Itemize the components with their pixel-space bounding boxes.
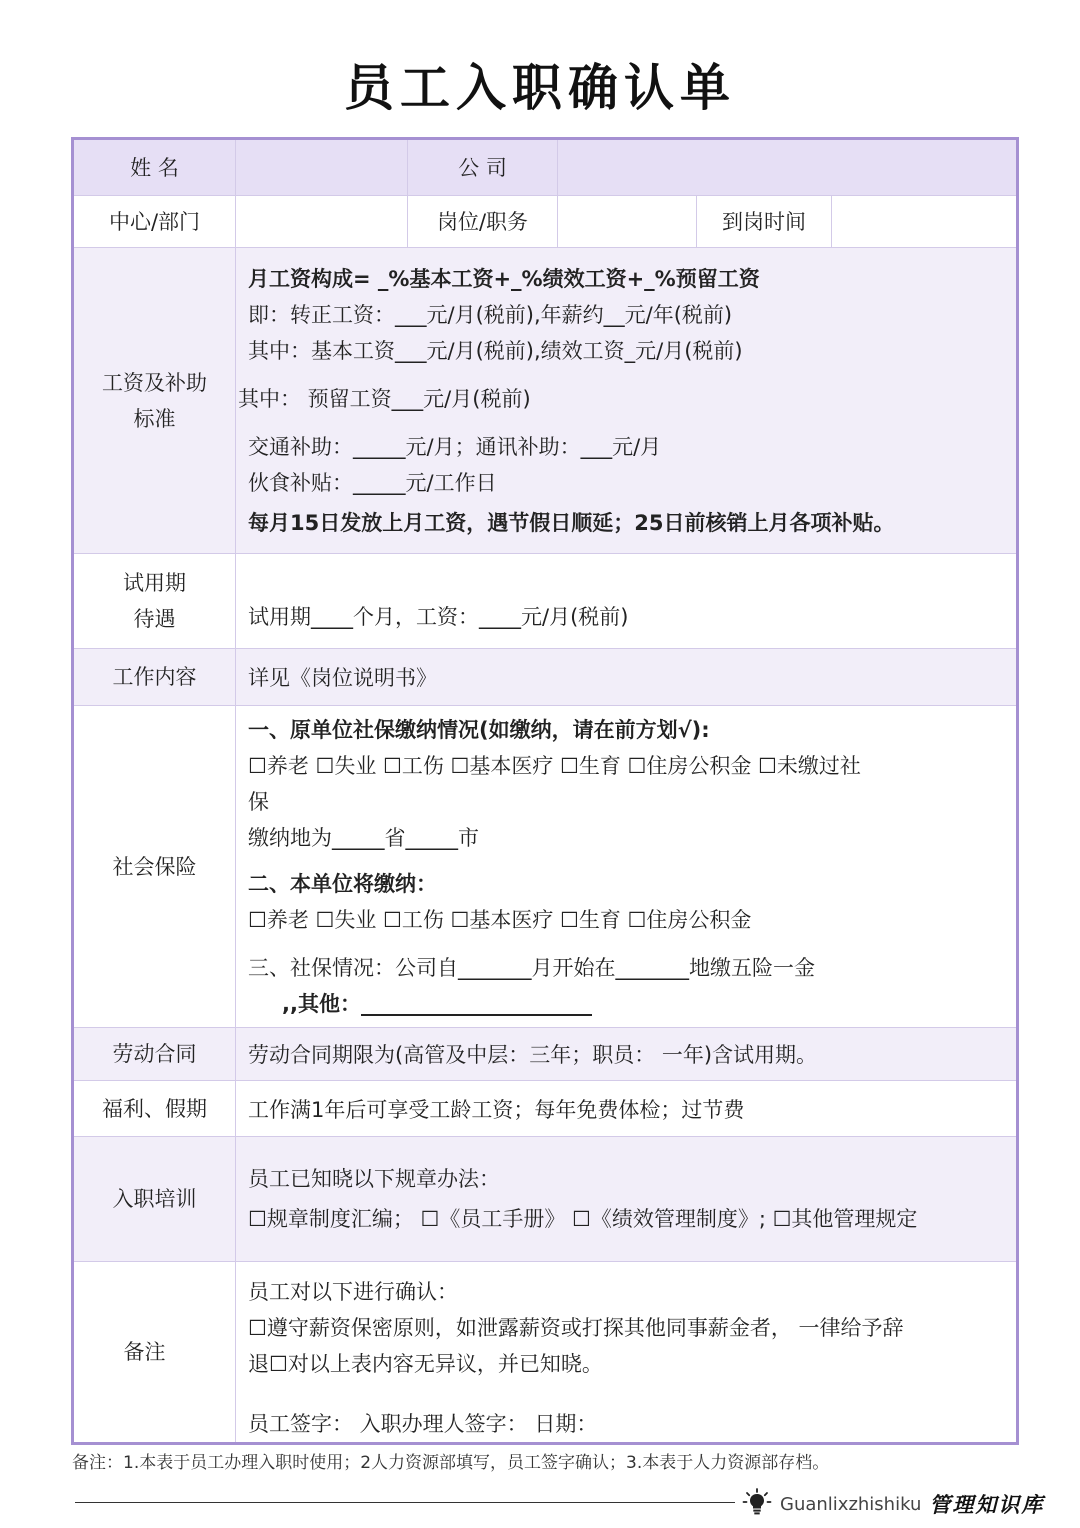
- job-content-row: [73, 649, 1018, 706]
- remarks-row: [73, 1262, 1018, 1444]
- job-content-label: 工作内容: [73, 649, 236, 706]
- insurance-location-line: 缴纳地为_____省_____市: [248, 825, 479, 850]
- brand-chinese-text: 管理知识库: [929, 1493, 1045, 1517]
- company-value-cell[interactable]: [558, 139, 1018, 196]
- training-options-line[interactable]: ☐规章制度汇编； ☐《员工手册》 ☐《绩效管理制度》; ☐其他管理规定: [248, 1207, 918, 1231]
- arrival-time-label: 到岗时间: [697, 196, 832, 248]
- salary-label-line-2: 标准: [133, 406, 176, 431]
- benefits-label: 福利、假期: [73, 1081, 236, 1137]
- contract-text: 劳动合同期限为(高管及中层：三年；职员： 一年)含试用期。: [236, 1028, 1018, 1081]
- department-row: [73, 196, 1018, 248]
- brand-watermark: [742, 1488, 1044, 1520]
- onboarding-form-table: [71, 137, 1019, 1445]
- department-label: 中心/部门: [73, 196, 236, 248]
- probation-label-line-2: 待遇: [133, 607, 176, 631]
- insurance-current-heading: 二、本单位将缴纳：: [248, 871, 437, 896]
- position-value-cell[interactable]: [558, 196, 697, 248]
- insurance-row: [73, 706, 1018, 1028]
- remarks-acknowledge-line[interactable]: 退☐对以上表内容无异议，并已知晓。: [248, 1352, 603, 1376]
- page-title: 员工入职确认单: [344, 59, 736, 117]
- training-intro-line: 员工已知晓以下规章办法：: [248, 1167, 500, 1191]
- insurance-previous-options-wrap: 保: [248, 789, 269, 814]
- insurance-label: 社会保险: [73, 706, 236, 1028]
- arrival-time-value-cell[interactable]: [832, 196, 1018, 248]
- brand-latin-text: Guanlixzhishiku: [780, 1493, 922, 1515]
- salary-regular-line: 即：转正工资：___元/月(税前),年薪约__元/年(税前): [248, 302, 733, 327]
- benefits-row: [73, 1081, 1018, 1137]
- salary-label-line-1: 工资及补助: [102, 370, 207, 395]
- contract-label: 劳动合同: [73, 1028, 236, 1081]
- insurance-previous-options[interactable]: ☐养老 ☐失业 ☐工伤 ☐基本医疗 ☐生育 ☐住房公积金 ☐未缴过社: [248, 753, 861, 778]
- remarks-content: [236, 1262, 1018, 1444]
- position-label: 岗位/职务: [408, 196, 558, 248]
- salary-allowance-line: 交通补助：_____元/月；通讯补助：___元/月: [248, 434, 662, 459]
- department-value-cell[interactable]: [236, 196, 408, 248]
- salary-meal-line: 伙食补贴：_____元/工作日: [248, 470, 497, 495]
- probation-label: [73, 554, 236, 649]
- job-content-text: 详见《岗位说明书》: [236, 649, 1018, 706]
- lightbulb-icon: [742, 1487, 772, 1521]
- salary-base-line: 其中：基本工资___元/月(税前),绩效工资_元/月(税前): [248, 338, 743, 363]
- salary-content: [236, 248, 1018, 554]
- company-label: 公 司: [408, 139, 558, 196]
- training-row: [73, 1137, 1018, 1262]
- footnote: 备注：1.本表于员工办理入职时使用；2人力资源部填写，员工签字确认；3.本表于人力资源部存档。: [72, 1453, 830, 1473]
- insurance-other-line: ,,其他：______________________: [282, 991, 592, 1016]
- salary-row: [73, 248, 1018, 554]
- insurance-previous-heading: 一、原单位社保缴纳情况(如缴纳，请在前方划√):: [248, 717, 710, 742]
- name-value-cell[interactable]: [236, 139, 408, 196]
- training-label: 入职培训: [73, 1137, 236, 1262]
- insurance-status-line: 三、社保情况：公司自_______月开始在_______地缴五险一金: [248, 955, 815, 980]
- training-content: [236, 1137, 1018, 1262]
- signature-line: 员工签字： 入职办理人签字： 日期：: [248, 1412, 598, 1436]
- probation-content: 试用期____个月，工资：____元/月(税前): [236, 554, 1018, 649]
- salary-label: [73, 248, 236, 554]
- salary-reserve-line: 其中： 预留工资___元/月(税前): [238, 386, 531, 411]
- salary-payday-line: 每月15日发放上月工资，遇节假日顺延；25日前核销上月各项补贴。: [248, 510, 895, 535]
- footer-divider: [75, 1502, 735, 1503]
- remarks-intro-line: 员工对以下进行确认：: [248, 1280, 458, 1304]
- probation-row: [73, 554, 1018, 649]
- benefits-text: 工作满1年后可享受工龄工资；每年免费体检；过节费: [236, 1081, 1018, 1137]
- contract-row: [73, 1028, 1018, 1081]
- salary-structure-line: 月工资构成= _%基本工资+_%绩效工资+_%预留工资: [248, 266, 760, 291]
- name-label: 姓 名: [73, 139, 236, 196]
- header-row: [73, 139, 1018, 196]
- insurance-content: [236, 706, 1018, 1028]
- insurance-current-options[interactable]: ☐养老 ☐失业 ☐工伤 ☐基本医疗 ☐生育 ☐住房公积金: [248, 907, 752, 932]
- remarks-confidentiality-line[interactable]: ☐遵守薪资保密原则，如泄露薪资或打探其他同事薪金者， 一律给予辞: [248, 1316, 904, 1340]
- probation-label-line-1: 试用期: [123, 571, 186, 595]
- remarks-label: 备注: [73, 1262, 236, 1444]
